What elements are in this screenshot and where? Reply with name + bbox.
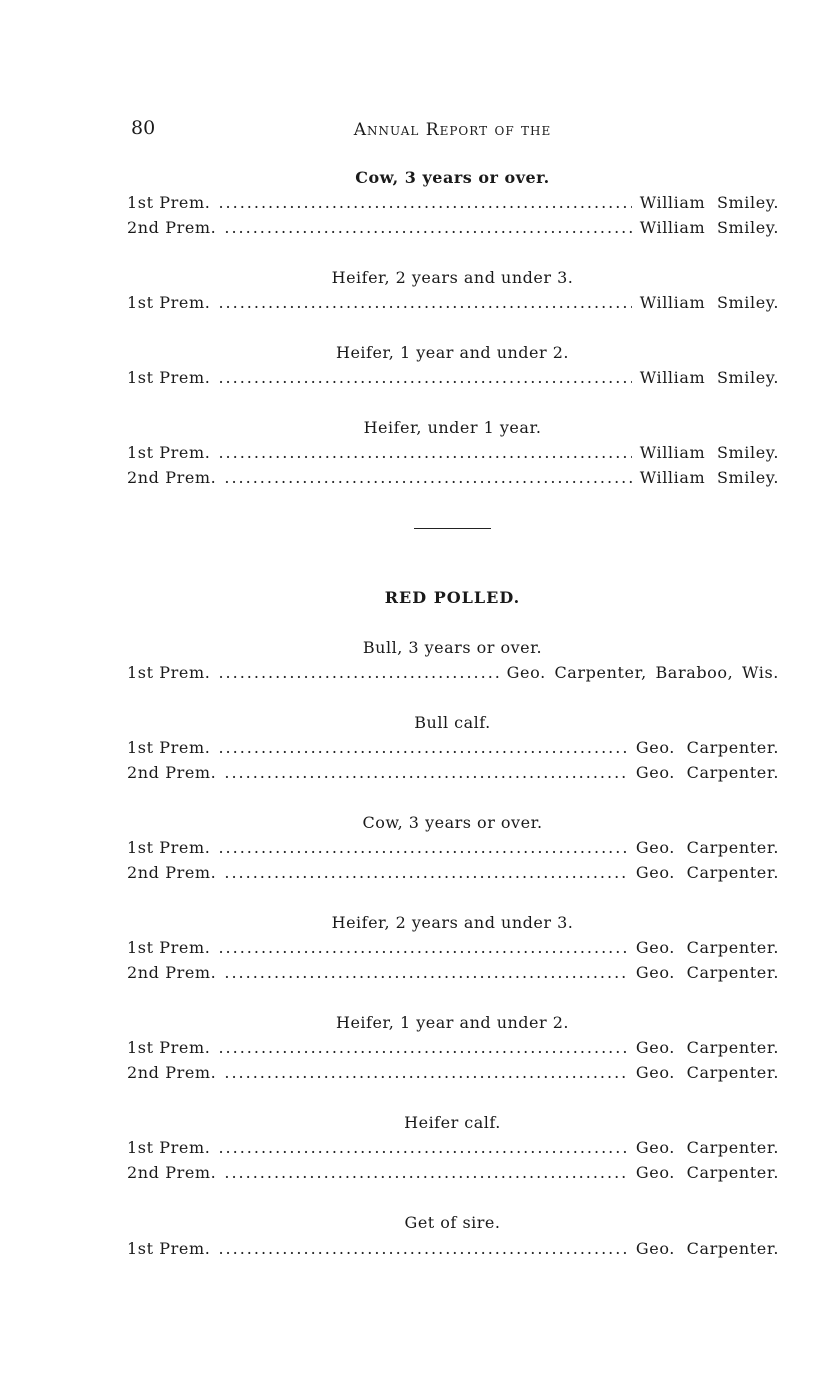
premium-entry bbox=[127, 1163, 779, 1182]
class-heading: Bull calf. bbox=[414, 713, 491, 732]
premium-entry bbox=[127, 1138, 779, 1157]
premium-entry bbox=[127, 293, 779, 312]
dot-leader bbox=[224, 218, 631, 237]
dot-leader bbox=[218, 1038, 627, 1057]
premium-winner: Geo. Carpenter. bbox=[635, 1239, 779, 1258]
premium-place: 2nd Prem. bbox=[127, 468, 217, 487]
premium-winner: Geo. Carpenter. bbox=[635, 1138, 779, 1157]
premium-place: 1st Prem. bbox=[127, 838, 211, 857]
premium-place: 2nd Prem. bbox=[127, 763, 217, 782]
dot-leader bbox=[218, 443, 631, 462]
premium-place: 2nd Prem. bbox=[127, 1063, 217, 1082]
premium-entry bbox=[127, 1239, 779, 1258]
class-heading: Cow, 3 years or over. bbox=[355, 168, 550, 187]
premium-entry bbox=[127, 763, 779, 782]
dot-leader bbox=[218, 293, 631, 312]
premium-winner: Geo. Carpenter. bbox=[635, 838, 779, 857]
class-heading: Heifer calf. bbox=[404, 1113, 501, 1132]
premium-winner: Geo. Carpenter. bbox=[635, 963, 779, 982]
premium-entry bbox=[127, 218, 779, 237]
premium-entry bbox=[127, 443, 779, 462]
dot-leader bbox=[218, 1239, 627, 1258]
premium-place: 1st Prem. bbox=[127, 938, 211, 957]
dot-leader bbox=[218, 193, 631, 212]
premium-winner: Geo. Carpenter. bbox=[635, 863, 779, 882]
premium-winner: Geo. Carpenter. bbox=[635, 1163, 779, 1182]
premium-place: 2nd Prem. bbox=[127, 218, 217, 237]
premium-place: 1st Prem. bbox=[127, 1239, 211, 1258]
premium-place: 2nd Prem. bbox=[127, 963, 217, 982]
section-title: RED POLLED. bbox=[384, 588, 521, 607]
premium-winner: William Smiley. bbox=[639, 218, 779, 237]
premium-entry bbox=[127, 193, 779, 212]
premium-winner: William Smiley. bbox=[639, 443, 779, 462]
dot-leader bbox=[224, 763, 628, 782]
premium-place: 1st Prem. bbox=[127, 443, 211, 462]
dot-leader bbox=[218, 1138, 627, 1157]
premium-place: 1st Prem. bbox=[127, 193, 211, 212]
class-heading: Get of sire. bbox=[404, 1213, 501, 1232]
dot-leader bbox=[218, 663, 498, 682]
premium-place: 1st Prem. bbox=[127, 368, 211, 387]
section-divider bbox=[414, 528, 491, 529]
page-number: 80 bbox=[131, 117, 156, 139]
premium-entry bbox=[127, 938, 779, 957]
class-heading: Heifer, under 1 year. bbox=[363, 418, 542, 437]
premium-winner: Geo. Carpenter. bbox=[635, 1063, 779, 1082]
dot-leader bbox=[224, 468, 631, 487]
premium-place: 2nd Prem. bbox=[127, 1163, 217, 1182]
premium-entry bbox=[127, 1038, 779, 1057]
premium-winner: William Smiley. bbox=[639, 468, 779, 487]
premium-winner: William Smiley. bbox=[639, 293, 779, 312]
premium-place: 2nd Prem. bbox=[127, 863, 217, 882]
dot-leader bbox=[224, 1163, 628, 1182]
dot-leader bbox=[218, 368, 631, 387]
premium-winner: Geo. Carpenter. bbox=[635, 938, 779, 957]
premium-place: 1st Prem. bbox=[127, 738, 211, 757]
dot-leader bbox=[218, 938, 627, 957]
premium-entry bbox=[127, 1063, 779, 1082]
premium-winner: Geo. Carpenter. bbox=[635, 738, 779, 757]
premium-place: 1st Prem. bbox=[127, 1138, 211, 1157]
dot-leader bbox=[224, 863, 628, 882]
premium-entry bbox=[127, 863, 779, 882]
premium-entry bbox=[127, 468, 779, 487]
class-heading: Heifer, 1 year and under 2. bbox=[335, 1013, 570, 1032]
dot-leader bbox=[218, 838, 627, 857]
running-head: Annual Report of the bbox=[353, 120, 552, 140]
premium-entry bbox=[127, 963, 779, 982]
class-heading: Cow, 3 years or over. bbox=[362, 813, 543, 832]
dot-leader bbox=[218, 738, 627, 757]
premium-entry bbox=[127, 738, 779, 757]
premium-entry bbox=[127, 368, 779, 387]
premium-place: 1st Prem. bbox=[127, 663, 211, 682]
premium-winner: William Smiley. bbox=[639, 368, 779, 387]
dot-leader bbox=[224, 963, 628, 982]
class-heading: Heifer, 1 year and under 2. bbox=[335, 343, 570, 362]
premium-entry bbox=[127, 663, 779, 682]
premium-winner: Geo. Carpenter, Baraboo, Wis. bbox=[506, 663, 779, 682]
premium-place: 1st Prem. bbox=[127, 1038, 211, 1057]
class-heading: Bull, 3 years or over. bbox=[362, 638, 543, 657]
premium-place: 1st Prem. bbox=[127, 293, 211, 312]
class-heading: Heifer, 2 years and under 3. bbox=[331, 268, 574, 287]
class-heading: Heifer, 2 years and under 3. bbox=[331, 913, 574, 932]
premium-winner: Geo. Carpenter. bbox=[635, 763, 779, 782]
premium-winner: Geo. Carpenter. bbox=[635, 1038, 779, 1057]
dot-leader bbox=[224, 1063, 628, 1082]
premium-entry bbox=[127, 838, 779, 857]
premium-winner: William Smiley. bbox=[639, 193, 779, 212]
